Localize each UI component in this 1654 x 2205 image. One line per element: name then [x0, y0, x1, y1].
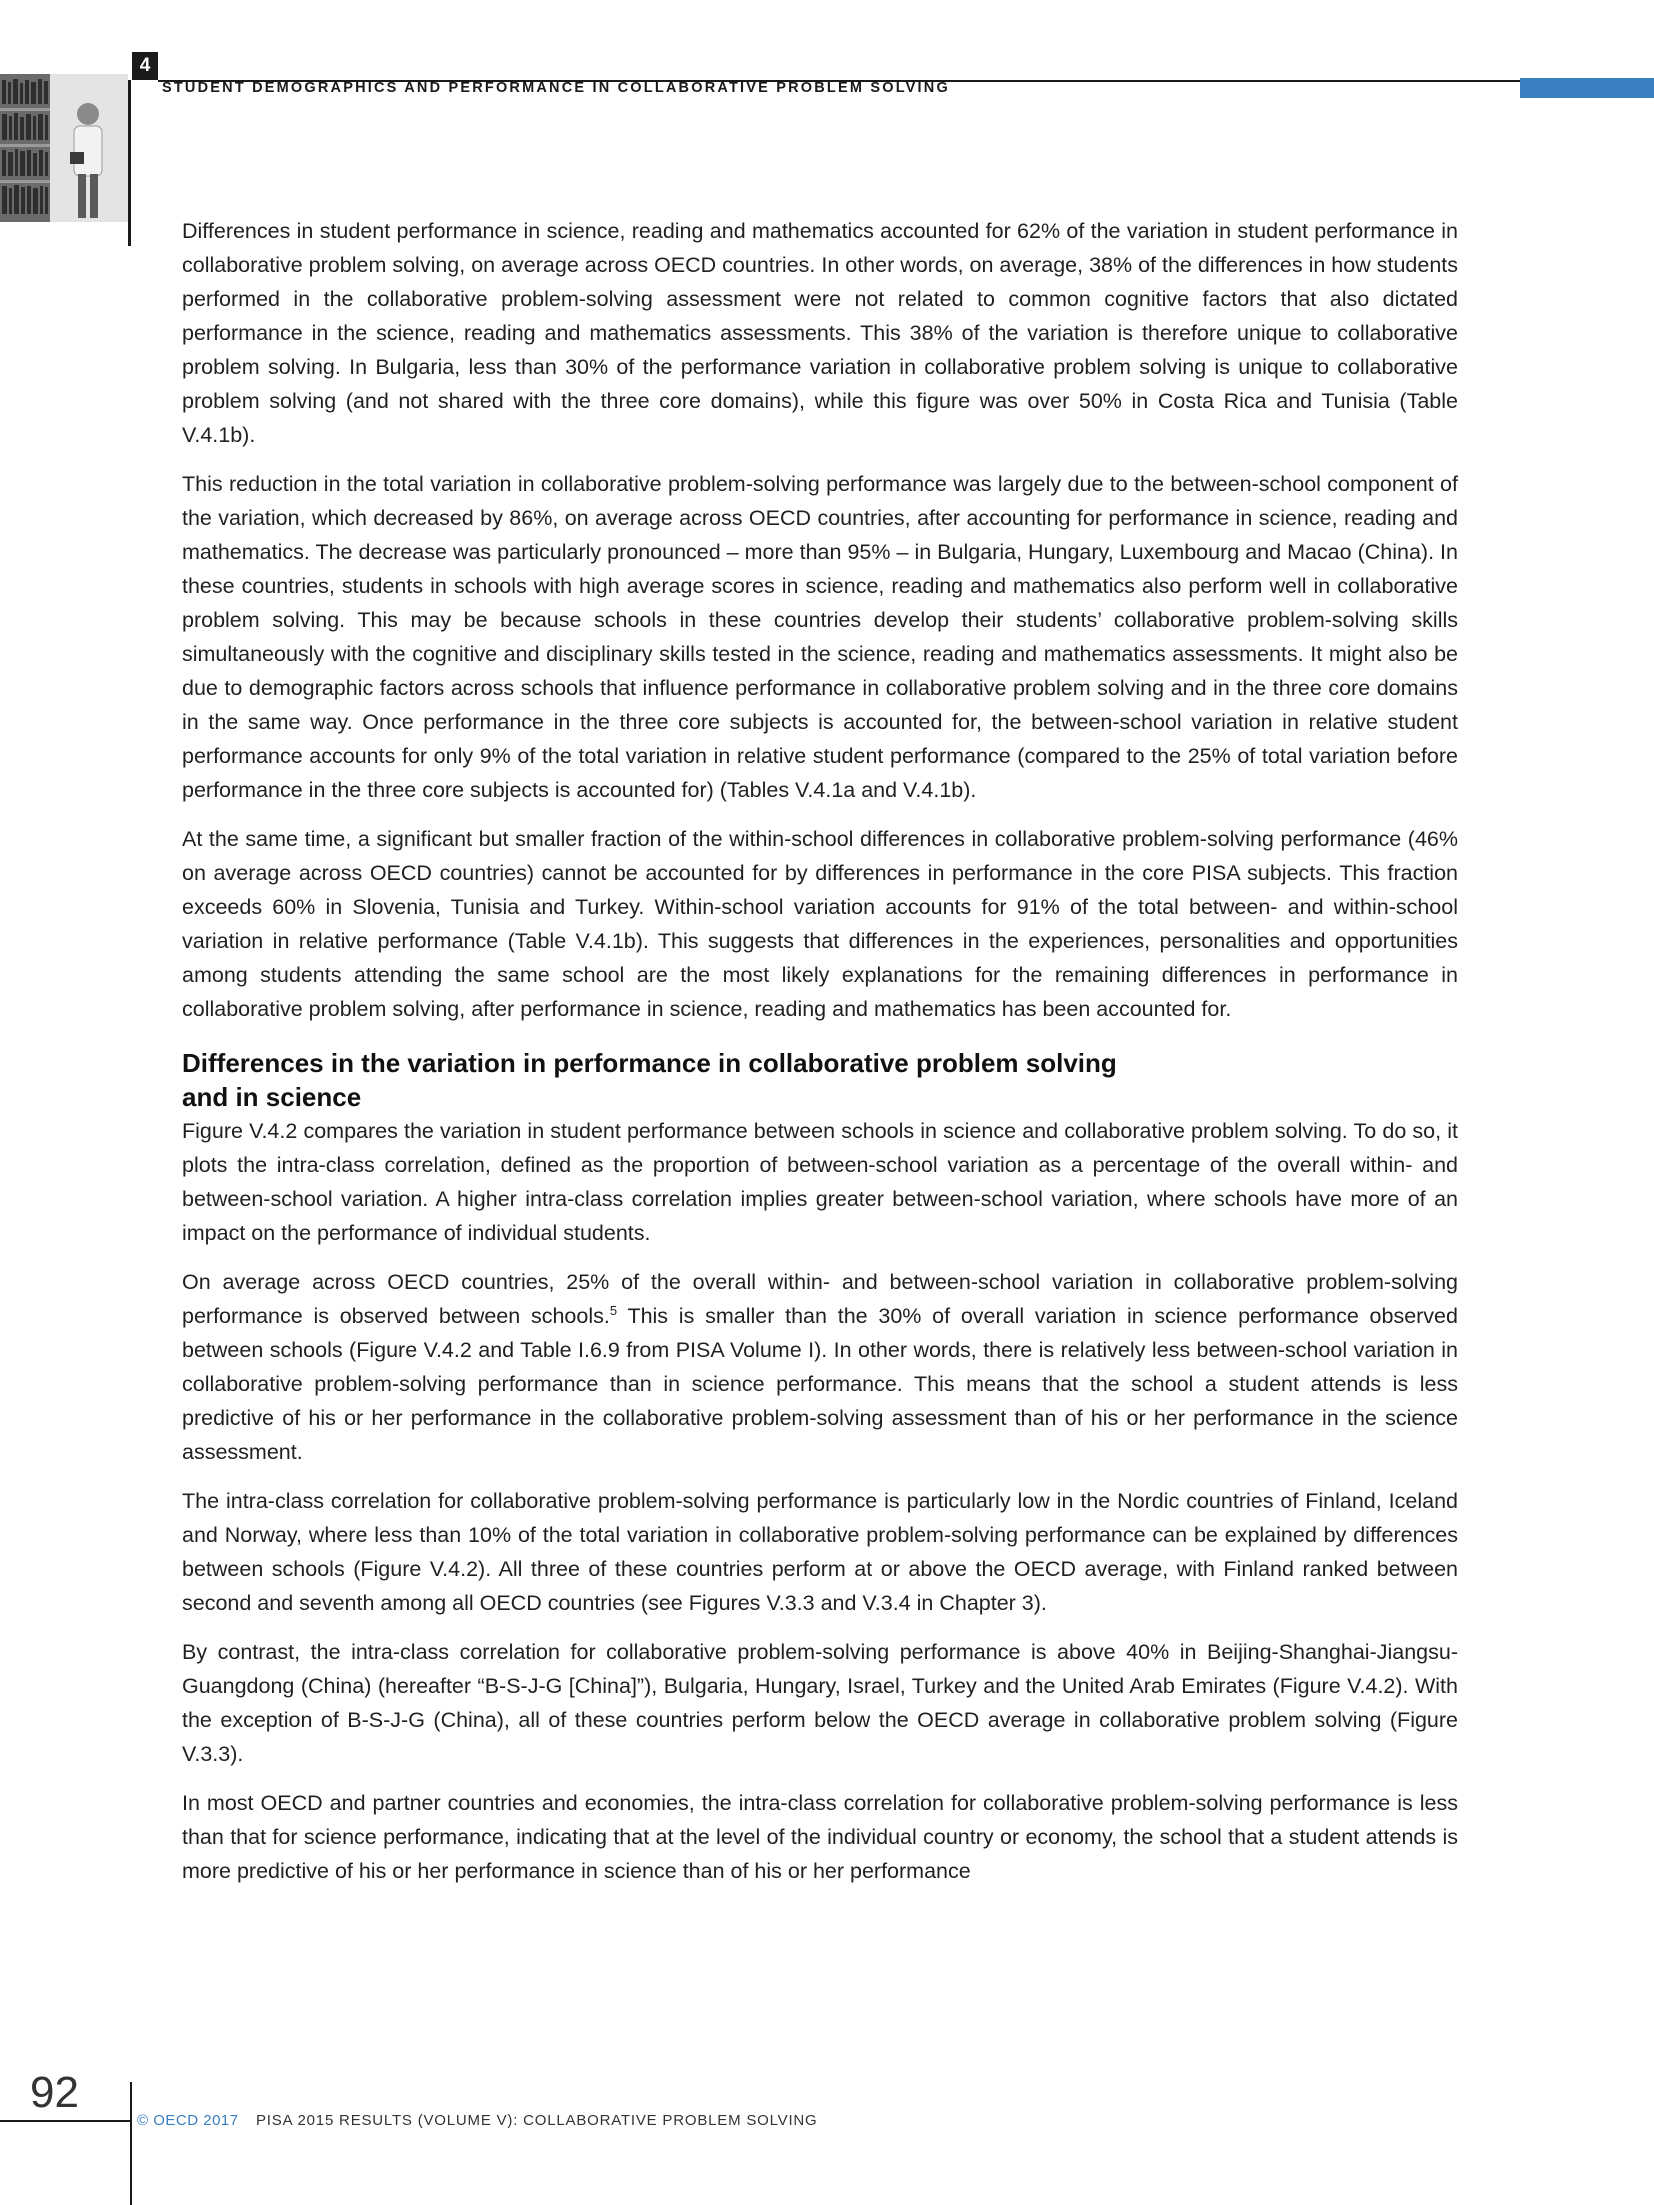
paragraph: Differences in student performance in science, reading and mathematics accounted for 62% of the variation in student performance in collaborative problem solving, on average across OECD countries. In other words, on average, 38% of the differences in how students performed in the collaborative problem-solving assessment were not related to common cognitive factors that also dictated performance in the science, reading and mathematics assessments. This 38% of the variation is therefore unique to collaborative problem solving. In Bulgaria, less than 30% of the performance variation in collaborative problem solving is unique to collaborative problem solving (and not shared with the three core domains), while this figure was over 50% in Costa Rica and Tunisia (Table V.4.1b). — [182, 219, 1458, 447]
paragraph: At the same time, a significant but smaller fraction of the within-school differences in collaborative problem-solving performance (46% on average across OECD countries) cannot be accounted for by differences in performance in the core PISA subjects. This fraction exceeds 60% in Slovenia, Tunisia and Turkey. Within-school variation accounts for 91% of the total between- and within-school variation in relative performance (Table V.4.1b). This suggests that differences in the experiences, personalities and opportunities among students attending the same school are the most likely explanations for the remaining differences in performance in collaborative problem solving, after performance in science, reading and mathematics has been accounted for. — [182, 827, 1458, 1021]
footer-publication-title: PISA 2015 RESULTS (VOLUME V): COLLABORATIVE PROBLEM SOLVING — [256, 2112, 818, 2129]
section-heading-line-2: and in science — [182, 1082, 362, 1112]
footer-copyright: © OECD 2017 — [137, 2112, 239, 2129]
library-photo-illustration — [0, 74, 128, 222]
paragraph: Figure V.4.2 compares the variation in student performance between schools in science and collaborative problem solving. To do so, it plots the intra-class correlation, defined as the proportion of between-school variation as a percentage of the overall within- and between-school variation. A higher intra-class correlation implies greater between-school variation, where schools have more of an impact on the performance of individual students. — [182, 1119, 1458, 1245]
footer-rule — [0, 2120, 132, 2122]
header-left-rule — [128, 80, 131, 246]
paragraph: By contrast, the intra-class correlation for collaborative problem-solving performance is above 40% in Beijing-Shanghai-Jiangsu-Guangdong (China) (hereafter “B-S-J-G [China]”), Bulgaria, Hungary, Israel, Turkey and the United Arab Emirates (Figure V.4.2). With the exception of B-S-J-G (China), all of these countries perform below the OECD average in collaborative problem solving (Figure V.3.3). — [182, 1640, 1458, 1766]
chapter-photo — [0, 74, 128, 222]
paragraph-text: On average across OECD countries, 25% of the overall within- and between-school variation in collaborative problem-solving performance is observed between schools. — [182, 1270, 1458, 1328]
paragraph-with-footnote — [182, 1265, 1458, 1469]
paragraph-text: This is smaller than the 30% of overall variation in science performance observed between schools (Figure V.4.2 and Table I.6.9 from PISA Volume I). In other words, there is relatively less between-school variation in collaborative problem-solving performance than in science performance. This means that the school a student attends is less predictive of his or her performance in the collaborative problem-solving assessment than of his or her performance in the science assessment. — [182, 1304, 1458, 1464]
paragraph: In most OECD and partner countries and economies, the intra-class correlation for collaborative problem-solving performance is less than that for science performance, indicating that at the level of the individual country or economy, the school that a student attends is more predictive of his or her performance in science than of his or her performance — [182, 1791, 1458, 1883]
paragraph: This reduction in the total variation in collaborative problem-solving performance was largely due to the between-school component of the variation, which decreased by 86%, on average across OECD countries, after accounting for performance in science, reading and mathematics. The decrease was particularly pronounced – more than 95% – in Bulgaria, Hungary, Luxembourg and Macao (China). In these countries, students in schools with high average scores in science, reading and mathematics also perform well in collaborative problem solving. This may be because schools in these countries develop their students’ collaborative problem-solving skills simultaneously with the cognitive and disciplinary skills tested in the science, reading and mathematics assessments. It might also be due to demographic factors across schools that influence performance in collaborative problem solving and in the three core domains in the same way. Once performance in the three core subjects is accounted for, the between-school variation in relative student performance accounts for only 9% of the total variation in relative student performance (compared to the 25% of total variation before performance in the three core subjects is accounted for) (Tables V.4.1a and V.4.1b). — [182, 472, 1458, 802]
header-accent-bar — [1520, 78, 1654, 98]
page-number: 92 — [30, 2068, 79, 2117]
chapter-number-badge: 4 — [132, 52, 158, 80]
paragraph: The intra-class correlation for collaborative problem-solving performance is particularly low in the Nordic countries of Finland, Iceland and Norway, where less than 10% of the total variation in collaborative problem-solving performance can be explained by differences between schools (Figure V.4.2). All three of these countries perform at or above the OECD average, with Finland ranked between second and seventh among all OECD countries (see Figures V.3.3 and V.3.4 in Chapter 3). — [182, 1489, 1458, 1615]
section-heading-line-1: Differences in the variation in performance in collaborative problem solving — [182, 1048, 1117, 1078]
section-heading — [182, 1046, 1458, 1114]
main-content — [182, 214, 1458, 1903]
running-title: STUDENT DEMOGRAPHICS AND PERFORMANCE IN COLLABORATIVE PROBLEM SOLVING — [162, 80, 950, 96]
footnote-marker[interactable]: 5 — [609, 1302, 618, 1318]
footer-divider — [130, 2082, 132, 2205]
